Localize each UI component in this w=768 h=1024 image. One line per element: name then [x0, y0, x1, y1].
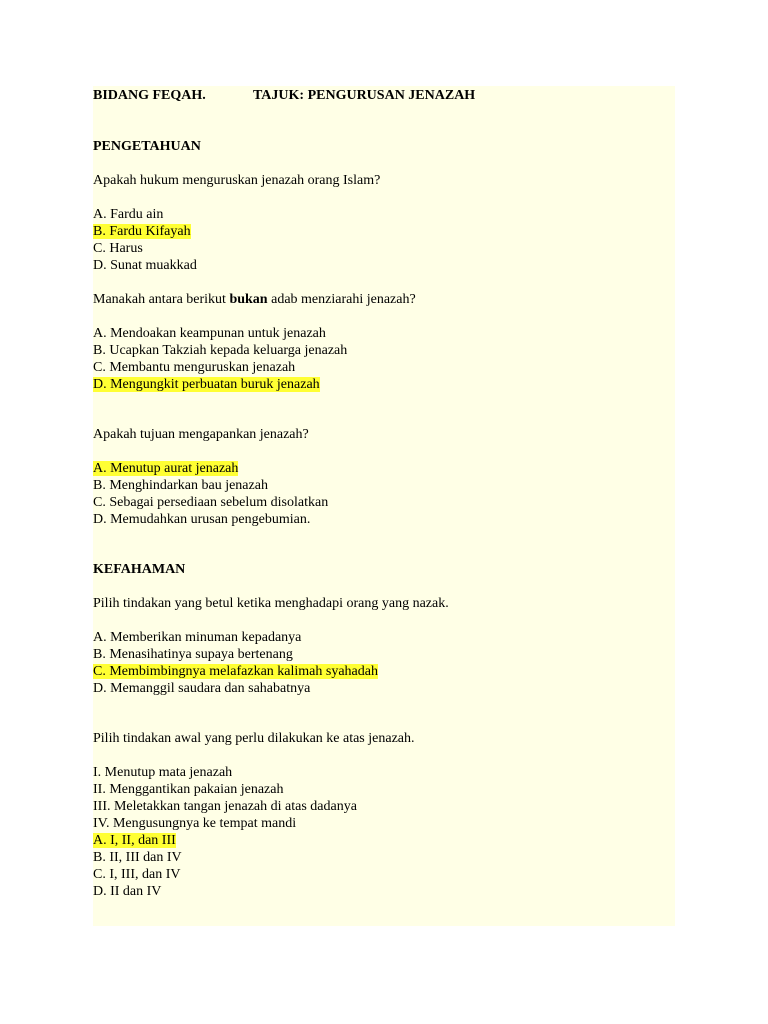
section-title-kefahaman: KEFAHAMAN	[93, 562, 186, 577]
answer-highlight: C. Membimbingnya melafazkan kalimah syahadah	[93, 664, 378, 679]
option-q5-c: C. I, III, dan IV	[93, 867, 181, 882]
answer-highlight: A. I, II, dan III	[93, 833, 176, 848]
option-q3-d: D. Memudahkan urusan pengebumian.	[93, 512, 311, 527]
option-q3-a	[93, 460, 673, 477]
option-q2-b: B. Ucapkan Takziah kepada keluarga jenazah	[93, 343, 348, 358]
answer-highlight: D. Mengungkit perbuatan buruk jenazah	[93, 377, 320, 392]
option-q2-c: C. Membantu menguruskan jenazah	[93, 360, 296, 375]
option-q1-a: A. Fardu ain	[93, 207, 164, 222]
option-q4-c	[93, 663, 673, 680]
option-q1-d: D. Sunat muakkad	[93, 258, 197, 273]
answer-highlight: B. Fardu Kifayah	[93, 224, 191, 239]
question-2: Manakah antara berikut bukan adab menziarahi jenazah?	[93, 292, 416, 307]
question-4: Pilih tindakan yang betul ketika menghadapi orang yang nazak.	[93, 596, 449, 611]
question-5: Pilih tindakan awal yang perlu dilakukan ke atas jenazah.	[93, 731, 415, 746]
option-q1-b	[93, 223, 673, 240]
tajuk-label: TAJUK: PENGURUSAN JENAZAH	[253, 88, 476, 103]
option-q3-b: B. Menghindarkan bau jenazah	[93, 478, 268, 493]
document-heading	[93, 87, 673, 104]
section-title-pengetahuan: PENGETAHUAN	[93, 139, 201, 154]
question-3: Apakah tujuan mengapankan jenazah?	[93, 427, 309, 442]
option-q5-b: B. II, III dan IV	[93, 850, 182, 865]
option-q2-a: A. Mendoakan keampunan untuk jenazah	[93, 326, 326, 341]
statement-iii: III. Meletakkan tangan jenazah di atas dadanya	[93, 799, 357, 814]
option-q2-d	[93, 376, 673, 393]
question-1: Apakah hukum menguruskan jenazah orang Islam?	[93, 173, 381, 188]
option-q4-d: D. Memanggil saudara dan sahabatnya	[93, 681, 311, 696]
statement-ii: II. Menggantikan pakaian jenazah	[93, 782, 284, 797]
option-q5-a	[93, 832, 673, 849]
answer-highlight: A. Menutup aurat jenazah	[93, 461, 239, 476]
statement-iv: IV. Mengusungnya ke tempat mandi	[93, 816, 297, 831]
option-q5-d: D. II dan IV	[93, 884, 162, 899]
option-q1-c: C. Harus	[93, 241, 143, 256]
option-q4-a: A. Memberikan minuman kepadanya	[93, 630, 302, 645]
statement-i: I. Menutup mata jenazah	[93, 765, 233, 780]
question-2-emphasis: bukan	[229, 292, 268, 307]
document-content	[93, 87, 673, 900]
option-q3-c: C. Sebagai persediaan sebelum disolatkan	[93, 495, 329, 510]
option-q4-b: B. Menasihatinya supaya bertenang	[93, 647, 293, 662]
bidang-label: BIDANG FEQAH.	[93, 88, 206, 103]
